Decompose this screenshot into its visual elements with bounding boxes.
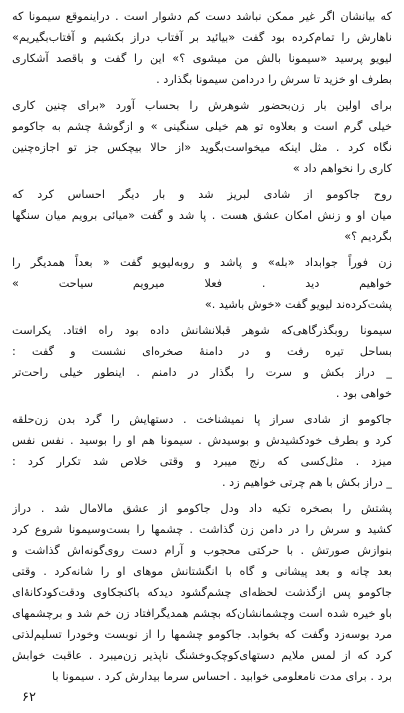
text-line: باو خیره شده است وچشمانشان‌که بچشم همدیگرافتاد زن خم شد و برچشمهای	[12, 607, 392, 620]
text-line: که بیانشان اگر غیر ممکن نباشد دست کم دشوار است . دراینموقع سیمونا که	[12, 10, 392, 23]
text-line: پشت‌کرده‌ند لیویو گفت «خوش باشید .»	[204, 298, 392, 311]
text-line: زن فوراً جوابداد «بله» و پاشد و روبه‌لیویو گفت « بعداً همدیگر را	[12, 256, 392, 269]
text-line: کرد که از لمس ملایم دستهای‌کوچک‌وخشنگ ناپذیر زن‌میبرد . عاقبت خوابش	[12, 649, 392, 662]
page-number: ۶۲	[22, 690, 36, 705]
text-line: جاکومو از شادی سراز پا نمیشناخت . دستهایش را گرد بدن زن‌حلقه	[12, 413, 392, 426]
text-line: بگردیم ؟»	[344, 230, 392, 243]
text-line: بنوازش صورتش . با حرکتی محجوب و آرام دست روی‌گونه‌اش گذاشت و	[12, 544, 392, 557]
text-line: پشتش را بصخره تکیه داد ودل جاکومو از عشق مالامال شد . دراز	[12, 502, 392, 515]
page-text	[12, 6, 392, 687]
text-line: خواهیم دید . فعلا میرویم سیاحت »	[12, 277, 392, 290]
text-line: نگاه کرد . مثل اینکه میخواست‌بگوید «از حالا بیچکس جز تو اجازه‌چنین	[12, 141, 392, 154]
text-line: کرد و بطرف خودکشیدش و بوسیدش . سیمونا هم او را بوسید . نفس نفس	[12, 434, 392, 447]
text-line: میان او و زنش امکان عشق هست . پا شد و گفت «میائی برویم میان سنگها	[12, 209, 392, 222]
text-line: بعد چانه و بعد پیشانی و گاه با انگشتانش موهای او را شانه‌کرد . وقتی	[12, 565, 392, 578]
text-line: _ دراز بکش و سرت را بگذار در دامنم . اینطور خیلی راحت‌تر	[12, 366, 392, 379]
text-line: خواهی بود .	[335, 387, 392, 400]
text-line: ناهارش را تمام‌کرده بود گفت «بیائید بر آفتاب دراز بکشیم و آفتاب‌بگیریم»	[12, 31, 392, 44]
text-line: بطرف او خزید تا سرش را دردامن سیمونا بگذارد .	[156, 73, 392, 86]
text-line: برای اولین بار زن‌بحضور شوهرش را بحساب آورد «برای چنین کاری	[12, 99, 392, 112]
text-line: کشید و سرش را در دامن زن گذاشت . چشمها را بست‌وسیمونا شروع کرد	[12, 523, 392, 536]
text-line: _ دراز بکش با هم چرتی خواهیم زد .	[222, 476, 392, 489]
text-line: روح جاکومو از شادی لبریز شد و بار دیگر احساس کرد که	[12, 188, 392, 201]
text-line: برد . برای مدت نامعلومی خوابید . احساس سرما بیدارش کرد . سیمونا با	[52, 670, 392, 683]
text-line: خیلی گرم است و بعلاوه تو هم خیلی سنگینی » و ازگوشهٔ چشم به جاکومو	[12, 120, 392, 133]
text-line: کاری را نخواهم داد »	[292, 162, 392, 175]
text-line: جاکومو پس ازگذشت لحظه‌ای چشم‌گشود دیدکه باکنجکاوی ودقت‌کودکانهٔ‌ای	[12, 586, 392, 599]
text-line: لیویو پرسید «سیمونا بالش من میشوی ؟» این را گفت و باقصد آشکاری	[12, 52, 392, 65]
text-line: میزد . مثل‌کسی که رنج میبرد و وقتی خلاص شد تکرار کرد :	[12, 455, 392, 468]
text-line: بساحل تیره رفت و در دامنهٔ صخره‌ای نشست و گفت :	[12, 345, 392, 358]
text-line: سیمونا روبگذرگاهی‌که شوهر قبلانشانش داده بود راه افتاد. یکراست	[12, 324, 392, 337]
text-line: مرد بوسه‌زد وگفت که بخوابد. جاکومو چشمها را از نوبست وخودرا تسلیم‌لذتی	[12, 628, 392, 641]
